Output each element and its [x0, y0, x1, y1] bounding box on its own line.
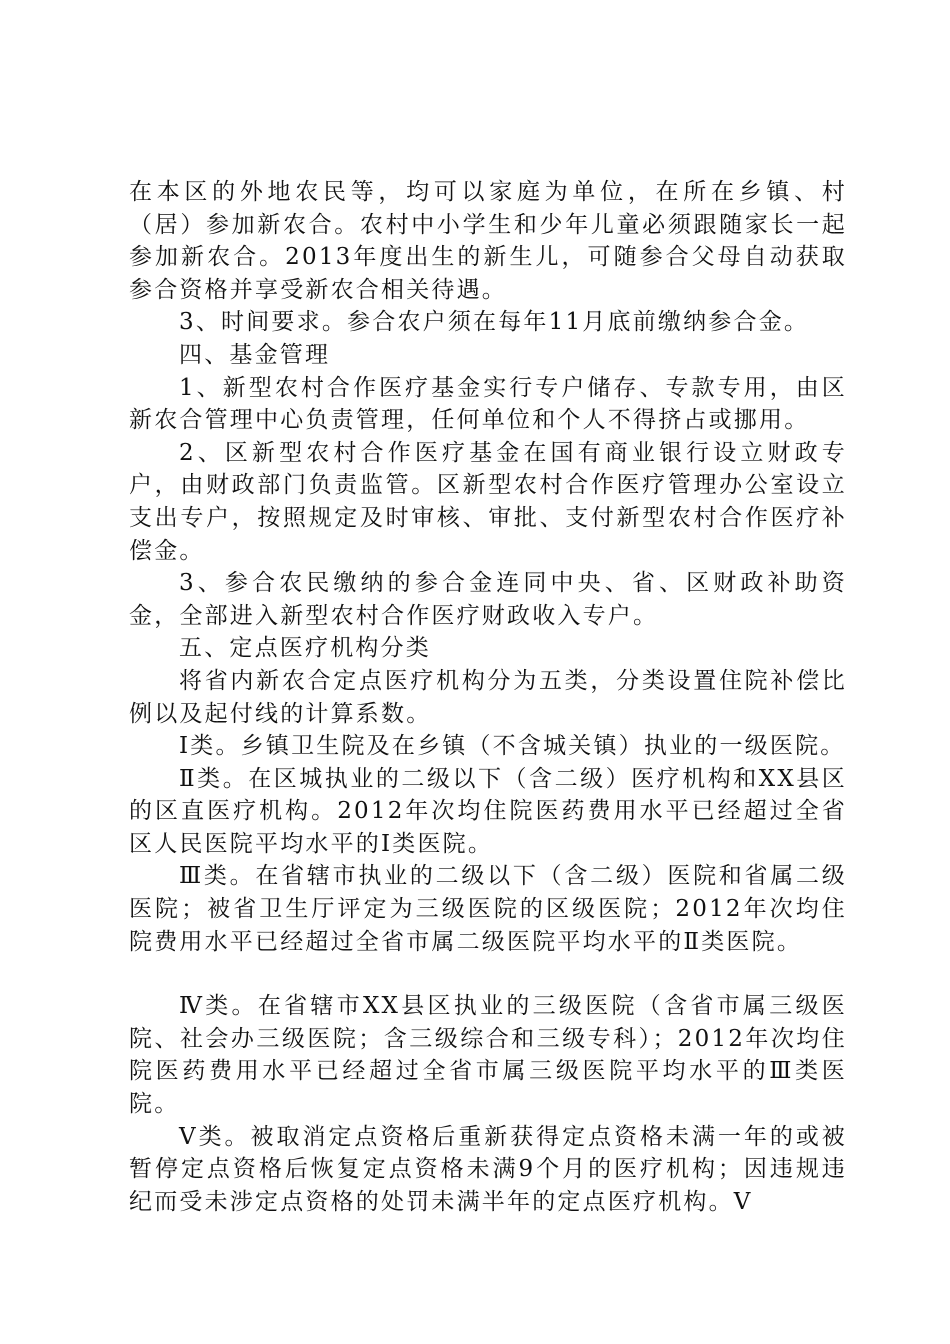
document-body — [129, 176, 847, 1218]
paragraph-3: 1、新型农村合作医疗基金实行专户储存、专款专用，由区新农合管理中心负责管理，任何单位和个人不得挤占或挪用。 — [129, 374, 847, 434]
paragraph-class-3: Ⅲ类。在省辖市执业的二级以下（含二级）医院和省属二级医院；被省卫生厅评定为三级医院的区级医院；2012年次均住院费用水平已经超过全省市属二级医院平均水平的Ⅱ类医院。 — [129, 863, 847, 955]
paragraph-class-1: Ⅰ类。乡镇卫生院及在乡镇（不含城关镇）执业的一级医院。 — [179, 733, 846, 760]
paragraph-5: 3、参合农民缴纳的参合金连同中央、省、区财政补助资金，全部进入新型农村合作医疗财政收入专户。 — [129, 570, 847, 629]
section-heading-4: 四、基金管理 — [179, 341, 331, 368]
paragraph-class-5: Ⅴ类。被取消定点资格后重新获得定点资格未满一年的或被暂停定点资格后恢复定点资格未满9个月的医疗机构；因违规违纪而受未涉定点资格的处罚未满半年的定点医疗机构。Ⅴ — [129, 1123, 847, 1215]
paragraph-2: 3、时间要求。参合农户须在每年11月底前缴纳参合金。 — [179, 309, 810, 336]
paragraph-6: 将省内新农合定点医疗机构分为五类，分类设置住院补偿比例以及起付线的计算系数。 — [129, 667, 847, 727]
section-heading-5: 五、定点医疗机构分类 — [179, 635, 431, 662]
paragraph-1: 在本区的外地农民等，均可以家庭为单位，在所在乡镇、村（居）参加新农合。农村中小学生和少年儿童必须跟随家长一起参加新农合。2013年度出生的新生儿，可随参合父母自动获取参合资格并享受新农合相关待遇。 — [129, 179, 847, 303]
paragraph-class-2: Ⅱ类。在区城执业的二级以下（含二级）医疗机构和XX县区的区直医疗机构。2012年次均住院医药费用水平已经超过全省区人民医院平均水平的Ⅰ类医院。 — [129, 765, 847, 857]
paragraph-4: 2、区新型农村合作医疗基金在国有商业银行设立财政专户，由财政部门负责监管。区新型农村合作医疗管理办公室设立支出专户，按照规定及时审核、审批、支付新型农村合作医疗补偿金。 — [129, 439, 847, 564]
paragraph-class-4: Ⅳ类。在省辖市XX县区执业的三级医院（含省市属三级医院、社会办三级医院；含三级综合和三级专科）；2012年次均住院医药费用水平已经超过全省市属三级医院平均水平的Ⅲ类医院。 — [129, 993, 847, 1118]
